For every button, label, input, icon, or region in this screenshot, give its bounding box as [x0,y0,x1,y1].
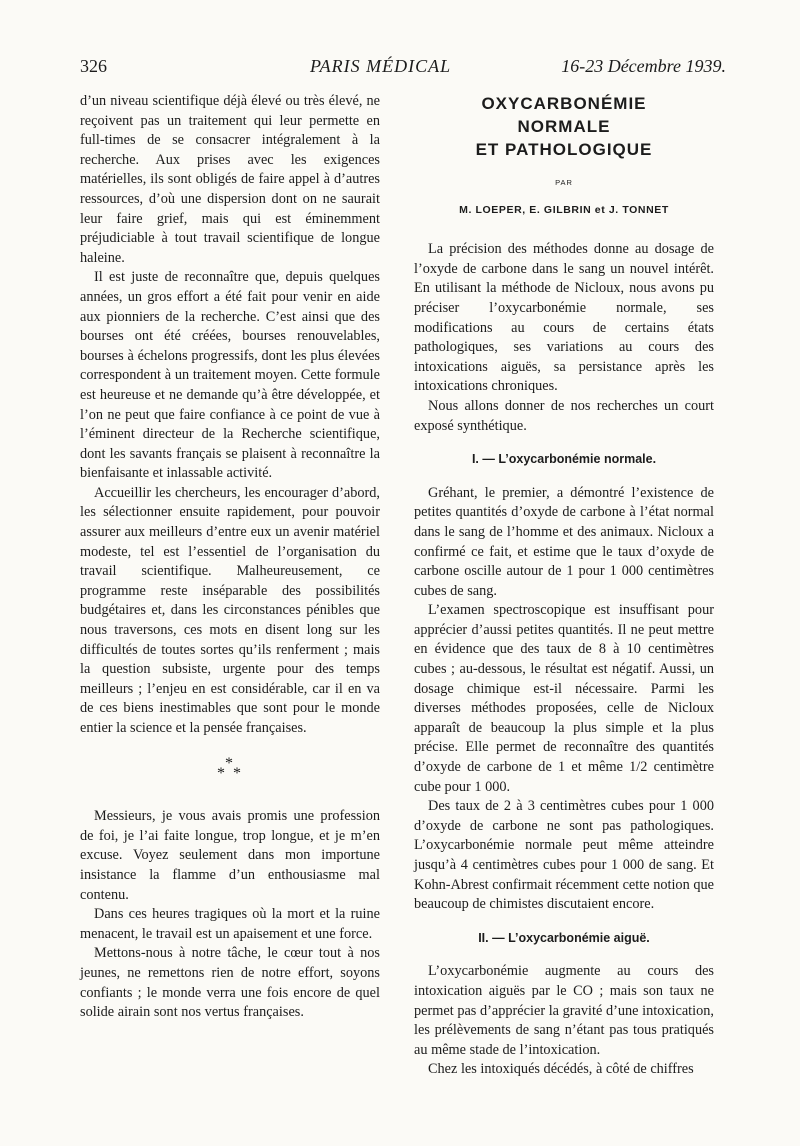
paragraph: Il est juste de reconnaître que, depuis quelques années, un gros effort a été fait pour venir en aide aux pionniers de la recherche. C’est ainsi que des bourses ont été créées, bourses renouvelables, bourses à échelons progressifs, dont les plus élevées correspondent à un traitement moyen. Cette formule est heureuse et ne demande qu’à être développée, et l’on ne peut que faire confiance à ce point de vue à l’éminent directeur de la Recherche scientifique, dont les savants français se plaisent à reconnaître la bienfaisante et inlassable activité. [80,269,380,482]
paragraph: Dans ces heures tragiques où la mort et la ruine menacent, le travail est un apaisement et une force. [80,906,380,942]
separator-stars: * * * [217,754,243,782]
section-heading: I. — L’oxycarbonémie normale. [471,452,657,467]
paragraph: L’examen spectroscopique est insuffisant pour apprécier d’aussi petites quantités. Il ne peut mettre en évidence que des taux de 8 à 10 centimètres cubes ; au-dessous, le résultat est négatif. Aussi, un dosage chimique est-il nécessaire. Parmi les diverses méthodes proposées, celle de Nicloux apparaît de beaucoup la plus simple et la plus précise. Elle permet de reconnaître des quantités d’oxyde de carbone de 1 et même 1/2 centimètre cube pour 1 000. [414,602,714,795]
journal-title: PARIS MÉDICAL [310,56,452,76]
title-line: NORMALE [517,117,611,136]
paragraph: d’un niveau scientifique déjà élevé ou très élevé, ne reçoivent pas un traitement qui leur permette en full-times de se consacrer intégralement à la recherche. Aux prises avec les exigences matérielles, ils sont obligés de faire appel à d’autres ressources, d’où une dispersion dont on ne saurait leur faire grief, mais qui est éminemment préjudiciable à tout travail scientifique de longue haleine. [80,93,380,266]
paragraph: Accueillir les chercheurs, les encourager d’abord, les sélectionner ensuite rapidement, pour pouvoir assurer aux meilleurs d’entre eux un avenir matériel modeste, tel est l’essentiel de l’organisation du travail scientifique. Malheureusement, ce programme reste inséparable des possibilités budgétaires et, dans les circonstances pénibles que nous traversons, ces mots en disent long sur les difficultés de toutes sortes qu’ils renferment ; mais la question subsiste, urgente pour des temps meilleurs ; l’enjeu en est considérable, car il en va de ces biens inestimables que sont pour le monde entier la science et la pensée françaises. [80,484,380,736]
paragraph: Nous allons donner de nos recherches un court exposé synthétique. [414,397,714,434]
paragraph: La précision des méthodes donne au dosage de l’oxyde de carbone dans le sang un nouvel intérêt. En utilisant la méthode de Nicloux, nous avons pu préciser l’oxycarbonémie normale, ses modifications au cours de certains états pathologiques, ses variations au cours des intoxications aiguës, sa persistance après les intoxications chroniques. [414,241,714,395]
paragraph: L’oxycarbonémie augmente au cours des intoxication aiguës par le CO ; mais son taux ne permet pas d’apprécier la gravité d’une intoxication, les prélèvements de sang n’étant pas tous pratiqués au même stade de l’intoxication. [414,963,714,1058]
title-line: ET PATHOLOGIQUE [475,140,653,159]
paragraph: Gréhant, le premier, a démontré l’existence de petites quantités d’oxyde de carbone à l’état normal dans le sang de l’homme et des animaux. Nicloux a confirmé ce fait, et estime que le taux d’oxyde de carbone oscille autour de 1 pour 1 000 centimètres cubes de sang. [414,484,714,599]
paragraph: Messieurs, je vous avais promis une profession de foi, je l’ai faite longue, trop longue, et je m’en excuse. Voyez seulement dans mon importune insistance la flamme d’un enthousiasme mal contenu. [80,808,380,903]
title-line: OXYCARBONÉMIE [481,94,647,113]
paragraph: Mettons-nous à notre tâche, le cœur tout à nos jeunes, ne remettons rien de notre effort, soyons confiants ; le monde verra une fois encore de quel solide airain sont nos vertus françaises. [80,945,380,1021]
left-column [80,92,380,1023]
section-separator [80,754,380,784]
section-heading: II. — L’oxycarbonémie aiguë. [478,930,650,945]
par-label: PAR [555,178,573,187]
article-title [414,92,714,161]
right-column [414,92,714,1080]
page-number: 326 [80,56,107,76]
page-header [80,56,726,82]
issue-date: 16-23 Décembre 1939. [561,56,726,76]
authors: M. LOEPER, E. GILBRIN et J. TONNET [459,203,669,216]
paragraph: Des taux de 2 à 3 centimètres cubes pour 1 000 d’oxyde de carbone ne sont pas pathologiques. L’oxycarbonémie normale peut même atteindre jusqu’à 4 centimètres cubes pour 1 000 de sang. Et Kohn-Abrest confirmait récemment cette notion que beaucoup de chimistes discutaient encore. [414,798,714,913]
paragraph: Chez les intoxiqués décédés, à côté de chiffres [428,1061,694,1078]
